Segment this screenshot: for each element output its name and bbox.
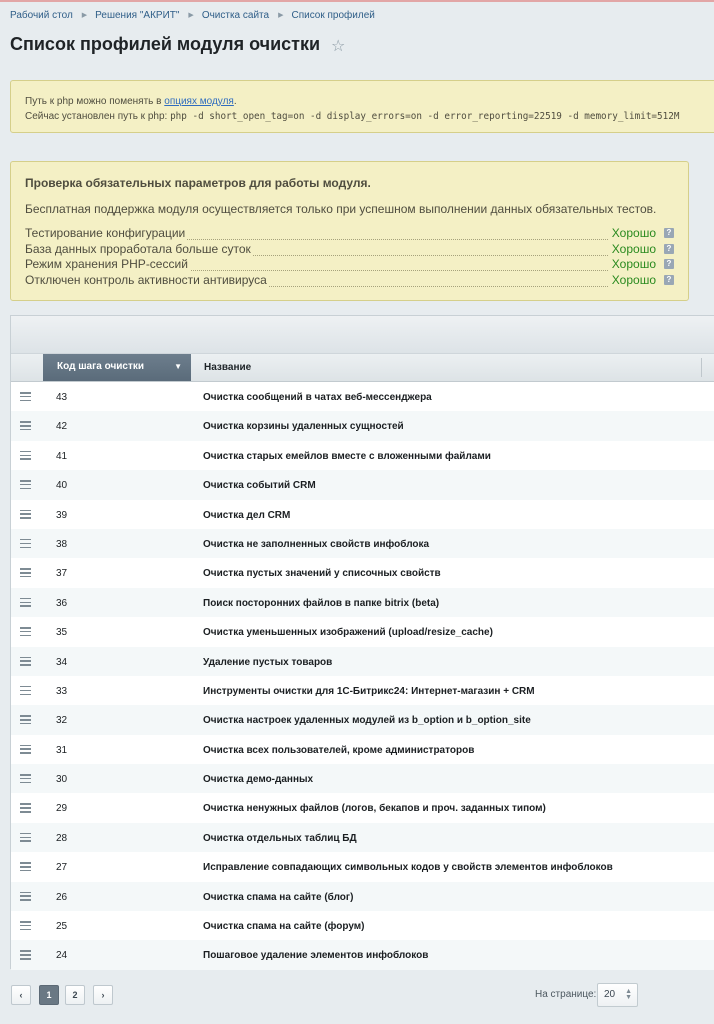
requirements-title: Проверка обязательных параметров для работы модуля. [25, 176, 371, 190]
row-code: 37 [56, 568, 68, 580]
row-code: 40 [56, 480, 68, 492]
row-code: 42 [56, 421, 68, 433]
row-menu-icon[interactable] [20, 627, 31, 636]
row-name: Очистка отдельных таблиц БД [203, 832, 357, 844]
row-menu-icon[interactable] [20, 539, 31, 548]
row-code: 31 [56, 744, 68, 756]
table-row[interactable] [11, 500, 714, 529]
row-code: 32 [56, 715, 68, 727]
row-name: Очистка корзины удаленных сущностей [203, 421, 404, 433]
row-code: 33 [56, 685, 68, 697]
row-code: 34 [56, 656, 68, 668]
breadcrumb [10, 10, 375, 21]
row-name: Очистка всех пользователей, кроме администраторов [203, 744, 475, 756]
check-item: Режим хранения PHP-сессий Хорошо ? [25, 257, 674, 273]
row-code: 24 [56, 950, 68, 962]
row-name: Очистка уменьшенных изображений (upload/resize_cache) [203, 627, 493, 639]
prev-page-button[interactable]: ‹ [11, 985, 31, 1005]
row-menu-icon[interactable] [20, 715, 31, 724]
table-row[interactable] [11, 441, 714, 470]
row-menu-icon[interactable] [20, 745, 31, 754]
help-icon[interactable]: ? [664, 275, 674, 285]
breadcrumb-separator-icon: ▶ [278, 12, 284, 19]
help-icon[interactable]: ? [664, 244, 674, 254]
row-menu-icon[interactable] [20, 510, 31, 519]
sort-desc-icon: ▼ [174, 362, 182, 371]
table-row[interactable] [11, 823, 714, 852]
page-1-button[interactable]: 1 [39, 985, 59, 1005]
row-name: Очистка настроек удаленных модулей из b_option и b_option_site [203, 715, 531, 727]
grid-body [11, 382, 714, 970]
table-row[interactable] [11, 647, 714, 676]
column-header-name[interactable]: Название [204, 362, 252, 373]
table-row[interactable] [11, 558, 714, 587]
table-row[interactable] [11, 588, 714, 617]
per-page-label: На странице: [535, 989, 597, 1000]
breadcrumb-desktop[interactable]: Рабочий стол [10, 10, 73, 21]
requirements-description: Бесплатная поддержка модуля осуществляется только при успешном выполнении данных обязательных тестов. [25, 202, 657, 216]
table-row[interactable] [11, 882, 714, 911]
check-status: Хорошо [611, 226, 656, 240]
column-divider [701, 358, 702, 377]
next-page-button[interactable]: › [93, 985, 113, 1005]
breadcrumb-separator-icon: ▶ [81, 12, 88, 19]
row-name: Очистка старых емейлов вместе с вложенными файлами [203, 450, 491, 462]
row-code: 38 [56, 538, 68, 550]
table-row[interactable] [11, 793, 714, 822]
check-item: Отключен контроль активности антивируса Хорошо ? [25, 273, 674, 289]
row-name: Очистка спама на сайте (блог) [203, 891, 354, 903]
page-2-button[interactable]: 2 [65, 985, 85, 1005]
row-code: 43 [56, 392, 68, 403]
check-item: База данных проработала больше суток Хорошо ? [25, 242, 674, 258]
requirements-list [25, 226, 674, 288]
table-row[interactable] [11, 529, 714, 558]
row-code: 30 [56, 774, 68, 786]
row-name: Очистка пустых значений у списочных свойств [203, 568, 441, 580]
row-name: Инструменты очистки для 1С-Битрикс24: Интернет-магазин + CRM [203, 685, 535, 697]
breadcrumb-separator-icon: ▶ [188, 12, 194, 19]
select-updown-icon: ▲ ▼ [625, 988, 632, 1001]
table-row[interactable] [11, 911, 714, 940]
module-options-link[interactable]: опциях модуля [164, 96, 234, 107]
table-row[interactable] [11, 382, 714, 411]
profiles-grid [10, 315, 714, 969]
page-title: Список профилей модуля очистки [10, 34, 321, 54]
row-menu-icon[interactable] [20, 774, 31, 783]
row-name: Очистка дел CRM [203, 509, 291, 521]
top-accent-line [0, 0, 714, 2]
row-code: 29 [56, 803, 68, 815]
help-icon[interactable]: ? [664, 259, 674, 269]
row-menu-icon[interactable] [20, 803, 31, 812]
row-name: Пошаговое удаление элементов инфоблоков [203, 950, 429, 962]
row-code: 28 [56, 832, 68, 844]
favorite-star-icon[interactable]: ☆ [331, 38, 346, 55]
row-code: 25 [56, 921, 68, 933]
table-row[interactable] [11, 470, 714, 499]
check-status: Хорошо [611, 272, 656, 287]
grid-toolbar [11, 316, 714, 354]
row-name: Исправление совпадающих символьных кодов у свойств элементов инфоблоков [203, 862, 613, 874]
column-header-code[interactable]: Код шага очистки ▼ [43, 354, 191, 381]
row-menu-icon[interactable] [20, 862, 31, 871]
row-menu-icon[interactable] [20, 833, 31, 842]
table-row[interactable] [11, 735, 714, 764]
row-name: Очистка демо-данных [203, 774, 314, 786]
row-menu-icon[interactable] [20, 568, 31, 577]
row-name: Удаление пустых товаров [203, 656, 333, 668]
table-row[interactable] [11, 617, 714, 646]
row-menu-icon[interactable] [20, 950, 31, 959]
breadcrumb-profile-list[interactable]: Список профилей [291, 10, 375, 21]
php-path-value: php -d short_open_tag=on -d display_errors=on -d error_reporting=22519 -d memory_limit=512M [170, 111, 680, 122]
grid-header [11, 354, 714, 382]
row-code: 26 [56, 891, 68, 903]
table-row[interactable] [11, 940, 714, 969]
row-menu-icon[interactable] [20, 657, 31, 666]
check-item: Тестирование конфигурации Хорошо ? [25, 226, 674, 242]
php-note-line1: Путь к php можно поменять в опциях модуля. [25, 96, 237, 107]
breadcrumb-site-cleanup[interactable]: Очистка сайта [201, 10, 270, 21]
row-name: Очистка спама на сайте (форум) [203, 921, 365, 933]
php-path-note [10, 80, 714, 133]
row-code: 27 [56, 862, 68, 874]
row-name: Очистка сообщений в чатах веб-мессенджера [203, 392, 432, 403]
row-name: Поиск посторонних файлов в папке bitrix (beta) [203, 597, 440, 609]
table-row[interactable] [11, 411, 714, 440]
row-menu-icon[interactable] [20, 921, 31, 930]
row-menu-icon[interactable] [20, 686, 31, 695]
check-status: Хорошо [611, 241, 656, 256]
row-code: 35 [56, 627, 68, 639]
help-icon[interactable]: ? [664, 228, 674, 238]
row-menu-icon[interactable] [20, 598, 31, 607]
row-name: Очистка событий CRM [203, 480, 316, 492]
breadcrumb-akrit-solutions[interactable]: Решения "АКРИТ" [95, 10, 180, 21]
table-row[interactable] [11, 676, 714, 705]
table-row[interactable] [11, 852, 714, 881]
row-menu-icon[interactable] [20, 892, 31, 901]
row-code: 39 [56, 509, 68, 521]
row-name: Очистка ненужных файлов (логов, бекапов и проч. заданных типом) [203, 803, 546, 815]
row-code: 41 [56, 450, 68, 462]
row-menu-icon[interactable] [20, 480, 31, 489]
row-menu-icon[interactable] [20, 451, 31, 460]
php-note-line2: Сейчас установлен путь к php: php -d short_open_tag=on -d display_errors=on -d error_reporting=22519 -d memory_limit=512M [25, 111, 680, 122]
requirements-check-panel [10, 161, 689, 301]
table-row[interactable] [11, 705, 714, 734]
row-name: Очистка не заполненных свойств инфоблока [203, 538, 430, 550]
row-code: 36 [56, 597, 68, 609]
table-row[interactable] [11, 764, 714, 793]
row-menu-icon[interactable] [20, 421, 31, 430]
check-status: Хорошо [611, 257, 656, 271]
per-page-select[interactable]: 20 ▲ ▼ [597, 983, 638, 1007]
row-menu-icon[interactable] [20, 392, 31, 401]
